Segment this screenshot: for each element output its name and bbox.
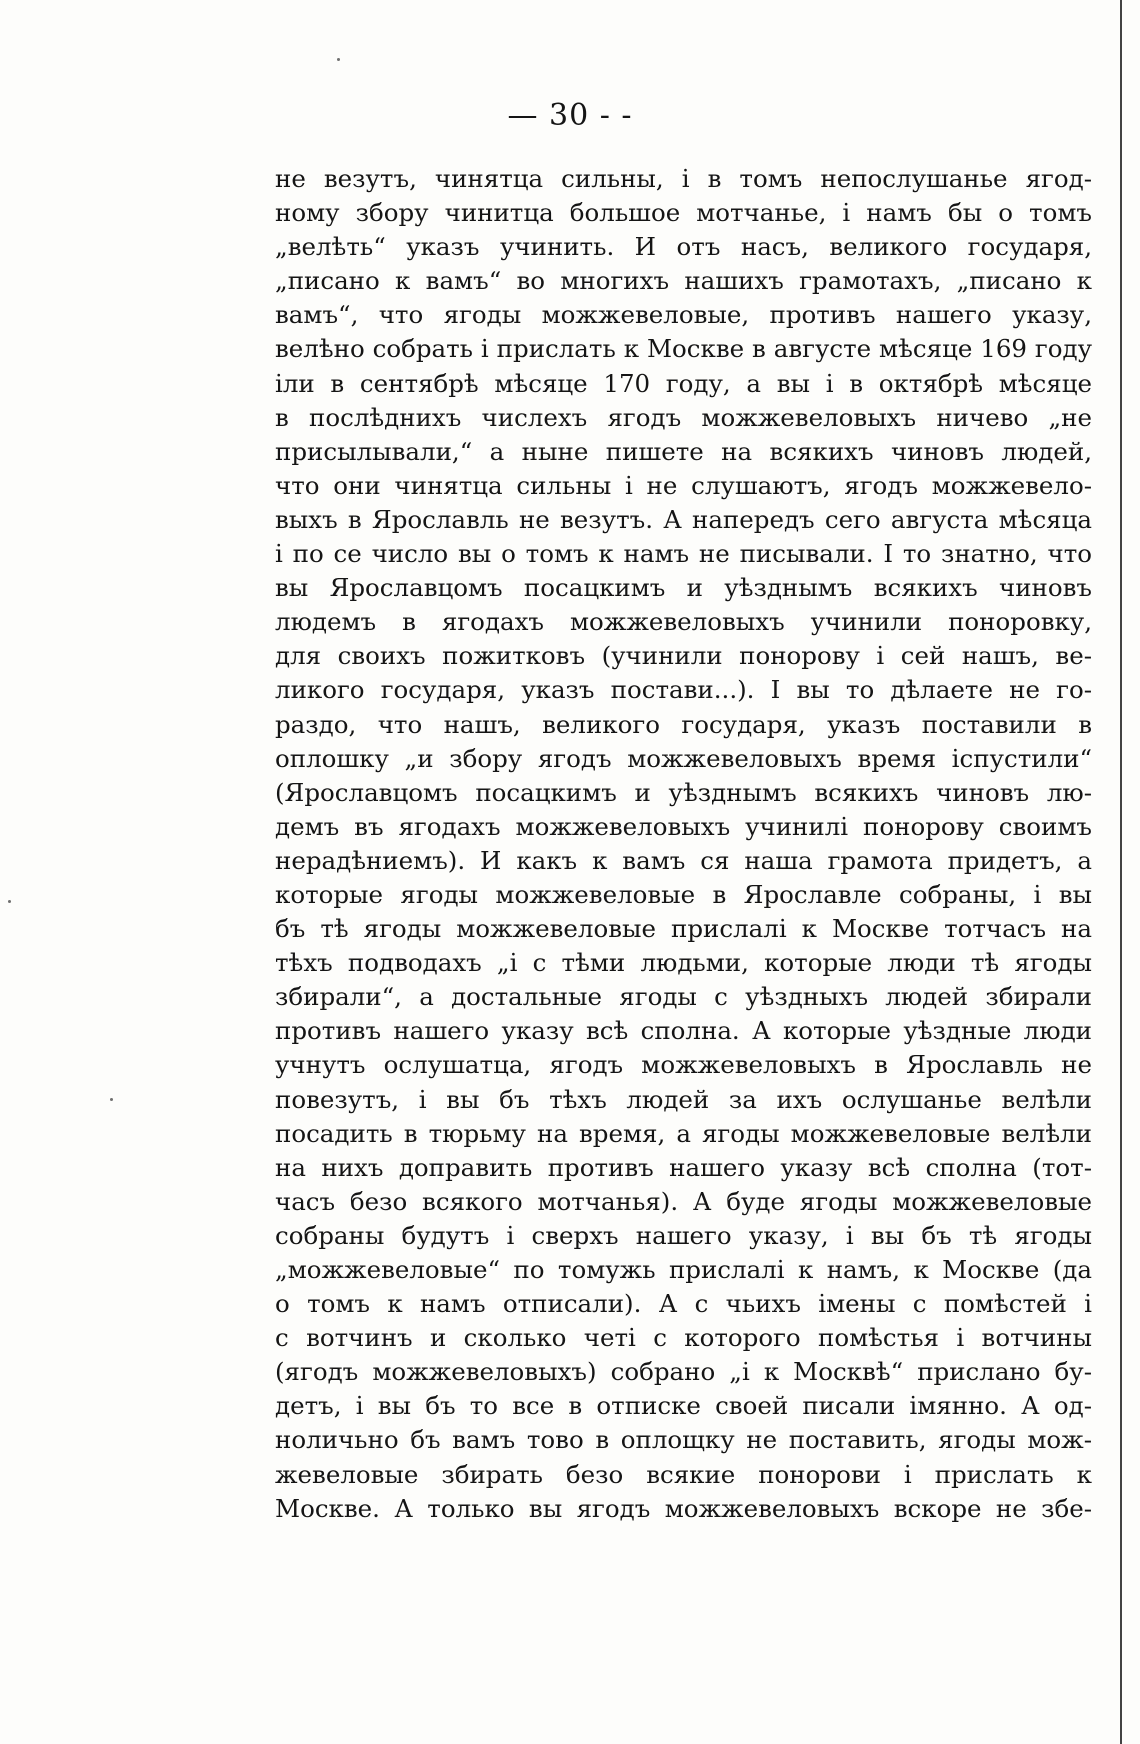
text-line: учнутъ ослушатца, ягодъ можжевеловыхъ в Ярославль не <box>275 1050 1092 1080</box>
text-line: збирали“, а достальные ягоды с уѣздныхъ людей збирали <box>275 982 1092 1012</box>
text-line: которые ягоды можжевеловые в Ярославле собраны, і вы <box>275 879 1092 909</box>
text-line: ноличьно бъ вамъ тово в оплощку не поставить, ягоды мож- <box>275 1425 1092 1455</box>
text-line: посадить в тюрьму на время, а ягоды можжевеловые велѣли <box>275 1118 1092 1148</box>
text-line: Москве. А только вы ягодъ можжевеловыхъ вскоре не збе- <box>275 1493 1092 1523</box>
body-text <box>275 162 1092 1526</box>
text-line: жевеловые збирать безо всякие понорови і прислать к <box>275 1459 1092 1489</box>
text-line: іли в сентябрѣ мѣсяце 170 году, а вы і в октябрѣ мѣсяце <box>275 368 1092 398</box>
text-line: присылывали,“ а ныне пишете на всякихъ чиновъ людей, <box>275 436 1092 466</box>
text-line: раздо, что нашъ, великого государя, указъ поставили в <box>275 709 1092 739</box>
text-line: не везутъ, чинятца сильны, і в томъ непослушанье ягод- <box>275 164 1092 193</box>
text-line: повезутъ, і вы бъ тѣхъ людей за ихъ ослушанье велѣли <box>275 1084 1092 1114</box>
text-line: противъ нашего указу всѣ сполна. А которые уѣздные люди <box>275 1016 1092 1046</box>
text-line: нерадѣниемъ). И какъ к вамъ ся наша грамота придетъ, а <box>275 845 1092 875</box>
text-line: на нихъ доправить противъ нашего указу всѣ сполна (тот- <box>275 1152 1092 1182</box>
text-line: (ягодъ можжевеловыхъ) собрано „і к Москвѣ“ прислано бу- <box>275 1357 1092 1387</box>
text-line: что они чинятца сильны і не слушаютъ, ягодъ можжевело- <box>275 470 1092 500</box>
print-speck <box>337 58 340 61</box>
text-line: выхъ в Ярославль не везутъ. А напередъ сего августа мѣсяца <box>275 504 1092 534</box>
text-line: собраны будутъ і сверхъ нашего указу, і вы бъ тѣ ягоды <box>275 1220 1092 1250</box>
text-line: тѣхъ подводахъ „і с тѣми людьми, которые люди тѣ ягоды <box>275 948 1092 978</box>
text-line: вамъ“, что ягоды можжевеловые, противъ нашего указу, <box>275 300 1092 330</box>
text-line: ликого государя, указъ постави...). І вы то дѣлаете не го- <box>275 675 1092 705</box>
text-line: часъ безо всякого мотчанья). А буде ягоды можжевеловые <box>275 1186 1092 1216</box>
text-line: оплошку „и збору ягодъ можжевеловыхъ время іспустили“ <box>275 743 1092 773</box>
text-line: демъ въ ягодахъ можжевеловыхъ учинилі понорову своимъ <box>275 811 1092 841</box>
text-line: „писано к вамъ“ во многихъ нашихъ грамотахъ, „писано к <box>275 266 1092 296</box>
print-speck <box>110 1098 113 1101</box>
text-line: і по се число вы о томъ к намъ не писывали. І то знатно, что <box>275 539 1092 569</box>
print-speck <box>8 900 11 903</box>
text-line: бъ тѣ ягоды можжевеловые прислалі к Москве тотчасъ на <box>275 914 1092 944</box>
text-line: ному збору чинитца большое мотчанье, і намъ бы о томъ <box>275 198 1092 228</box>
text-line: с вотчинъ и сколько четі с которого помѣстья і вотчины <box>275 1323 1092 1353</box>
text-line: вы Ярославцомъ посацкимъ и уѣзднымъ всякихъ чиновъ <box>275 573 1092 603</box>
text-line: о томъ к намъ отписали). А с чьихъ імены с помѣстей і <box>275 1289 1092 1319</box>
text-line: „велѣть“ указъ учинить. И отъ насъ, великого государя, <box>275 232 1092 262</box>
page-number: — 30 - - <box>507 98 633 133</box>
text-line: для своихъ пожитковъ (учинили понорову і сей нашъ, ве- <box>275 641 1092 671</box>
text-line: (Ярославцомъ посацкимъ и уѣзднымъ всякихъ чиновъ лю- <box>275 777 1092 807</box>
page-edge-rule <box>1120 0 1122 1744</box>
text-line: велѣно собрать і прислать к Москве в августе мѣсяце 169 году <box>275 334 1092 364</box>
text-line: „можжевеловые“ по томужь прислалі к намъ, к Москве (да <box>275 1255 1092 1284</box>
text-line: в послѣднихъ числехъ ягодъ можжевеловыхъ ничево „не <box>275 402 1092 432</box>
text-line: детъ, і вы бъ то все в отписке своей писали імянно. А од- <box>275 1391 1092 1421</box>
text-line: людемъ в ягодахъ можжевеловыхъ учинили поноровку, <box>275 607 1092 637</box>
